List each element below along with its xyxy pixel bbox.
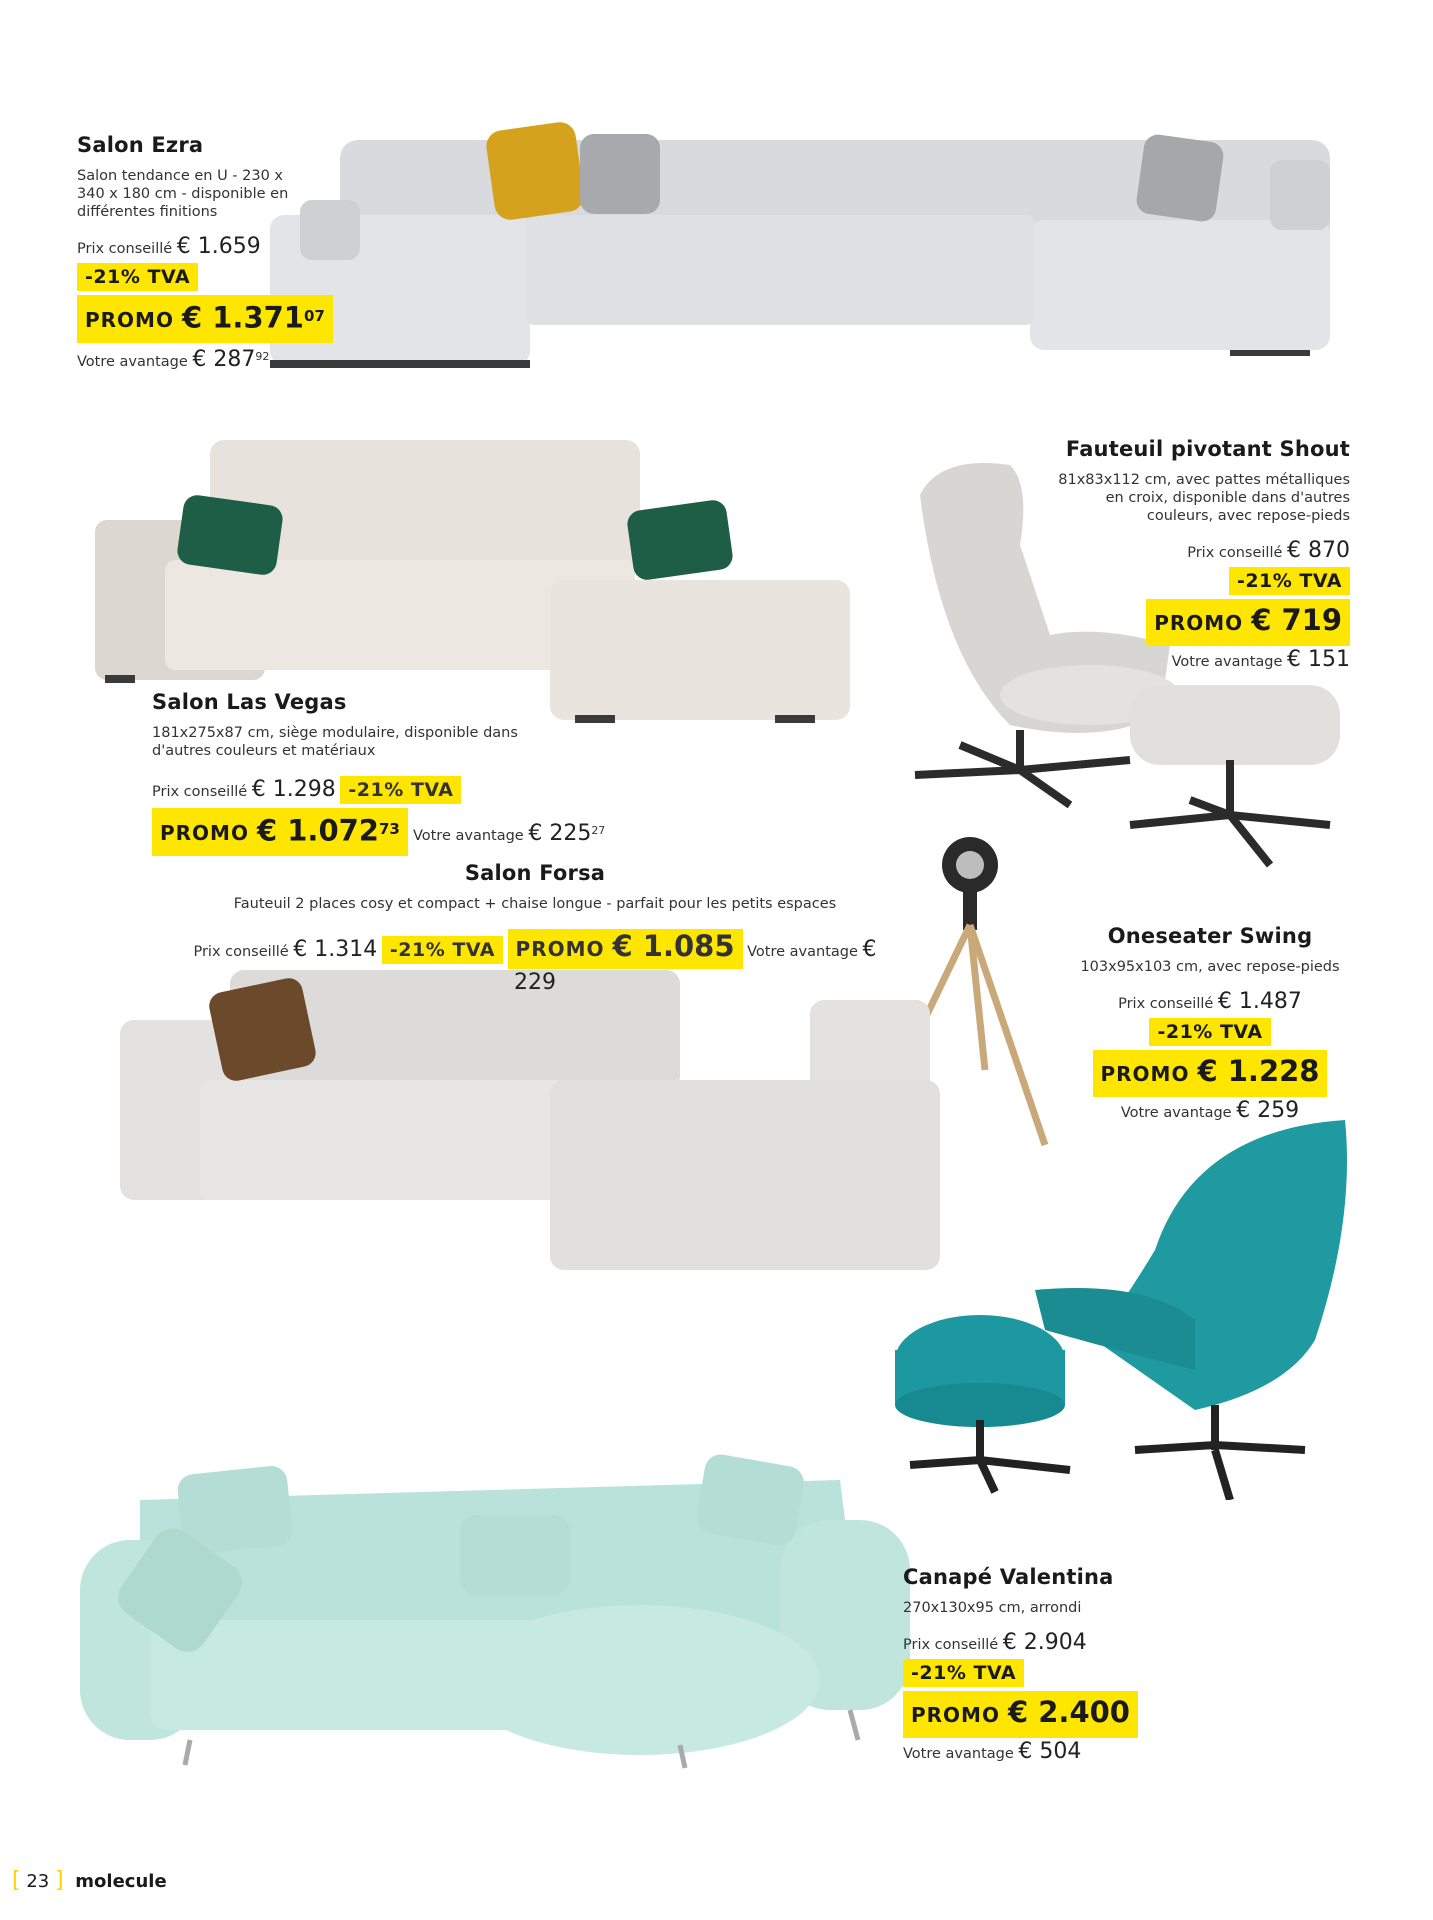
product-salon-ezra bbox=[77, 133, 397, 374]
prix-conseille: Prix conseillé € 2.904 bbox=[903, 1630, 1087, 1655]
tva-badge: -21% TVA bbox=[340, 776, 461, 804]
product-description: 103x95x103 cm, avec repose-pieds bbox=[1080, 959, 1340, 975]
product-title: Fauteuil pivotant Shout bbox=[1065, 437, 1350, 461]
bracket-left: [ bbox=[12, 1868, 21, 1893]
bracket-right: ] bbox=[54, 1868, 64, 1893]
page-footer bbox=[12, 1868, 167, 1893]
product-title: Salon Forsa bbox=[464, 861, 606, 885]
votre-avantage: Votre avantage € 151 bbox=[1171, 647, 1350, 672]
promo-price: PROMO € 2.400 bbox=[903, 1691, 1138, 1738]
tva-badge: -21% TVA bbox=[1229, 567, 1350, 595]
prix-conseille: Prix conseillé € 1.487 bbox=[1118, 989, 1302, 1014]
product-fauteuil-shout bbox=[980, 437, 1350, 674]
promo-price: PROMO € 1.371$^{07}$ bbox=[77, 295, 333, 343]
product-description: 181x275x87 cm, siège modulaire, disponible dans d'autres couleurs et matériaux bbox=[152, 725, 518, 759]
tva-badge: -21% TVA bbox=[903, 1659, 1024, 1687]
product-canape-valentina bbox=[903, 1565, 1223, 1766]
tva-badge: -21% TVA bbox=[77, 263, 198, 291]
promo-price: PROMO € 1.072$^{73}$ bbox=[152, 808, 408, 856]
product-title: Canapé Valentina bbox=[903, 1565, 1114, 1589]
votre-avantage: Votre avantage € $287^{92}$ bbox=[77, 347, 270, 373]
oneseater-swing-image bbox=[895, 1120, 1355, 1500]
salon-forsa-image bbox=[120, 970, 940, 1280]
prix-line: Prix conseillé € 1.314 -21% TVA PROMO € 1.085 Votre avantage € 229 bbox=[193, 929, 877, 995]
tva-badge: -21% TVA bbox=[1149, 1018, 1270, 1046]
product-title: Salon Las Vegas bbox=[152, 690, 347, 714]
product-description: Fauteuil 2 places cosy et compact + chaise longue - parfait pour les petits espaces bbox=[233, 896, 837, 912]
votre-avantage: Votre avantage € 504 bbox=[903, 1739, 1082, 1764]
salon-ezra-image bbox=[270, 120, 1360, 400]
product-salon-forsa bbox=[170, 861, 900, 997]
prix-conseille: Prix conseillé € 1.298 -21% TVA bbox=[152, 774, 712, 806]
votre-avantage: Votre avantage € $225^{27}$ bbox=[412, 821, 606, 847]
product-salon-las-vegas bbox=[152, 690, 712, 858]
brand-logo: molecule bbox=[75, 1871, 167, 1892]
tva-badge: -21% TVA bbox=[382, 936, 503, 964]
promo-price: PROMO € 719 bbox=[1146, 599, 1350, 646]
prix-conseille: Prix conseillé € 870 bbox=[1187, 538, 1350, 563]
product-title: Oneseater Swing bbox=[1107, 924, 1313, 948]
product-oneseater-swing bbox=[1060, 924, 1360, 1125]
prix-conseille: Prix conseillé € 1.659 bbox=[77, 234, 261, 259]
product-description: 81x83x112 cm, avec pattes métalliques en croix, disponible dans d'autres couleurs, avec repose-pieds bbox=[1058, 472, 1350, 524]
canape-valentina-image bbox=[80, 1440, 910, 1770]
promo-price: PROMO € 1.228 bbox=[1093, 1050, 1328, 1097]
product-title: Salon Ezra bbox=[77, 133, 204, 157]
votre-avantage: Votre avantage € 259 bbox=[1120, 1098, 1300, 1123]
product-description: 270x130x95 cm, arrondi bbox=[903, 1600, 1082, 1616]
page-number: 23 bbox=[26, 1871, 50, 1892]
promo-price: PROMO € 1.085 bbox=[508, 929, 743, 969]
product-description: Salon tendance en U - 230 x 340 x 180 cm - disponible en différentes finitions bbox=[77, 168, 289, 220]
